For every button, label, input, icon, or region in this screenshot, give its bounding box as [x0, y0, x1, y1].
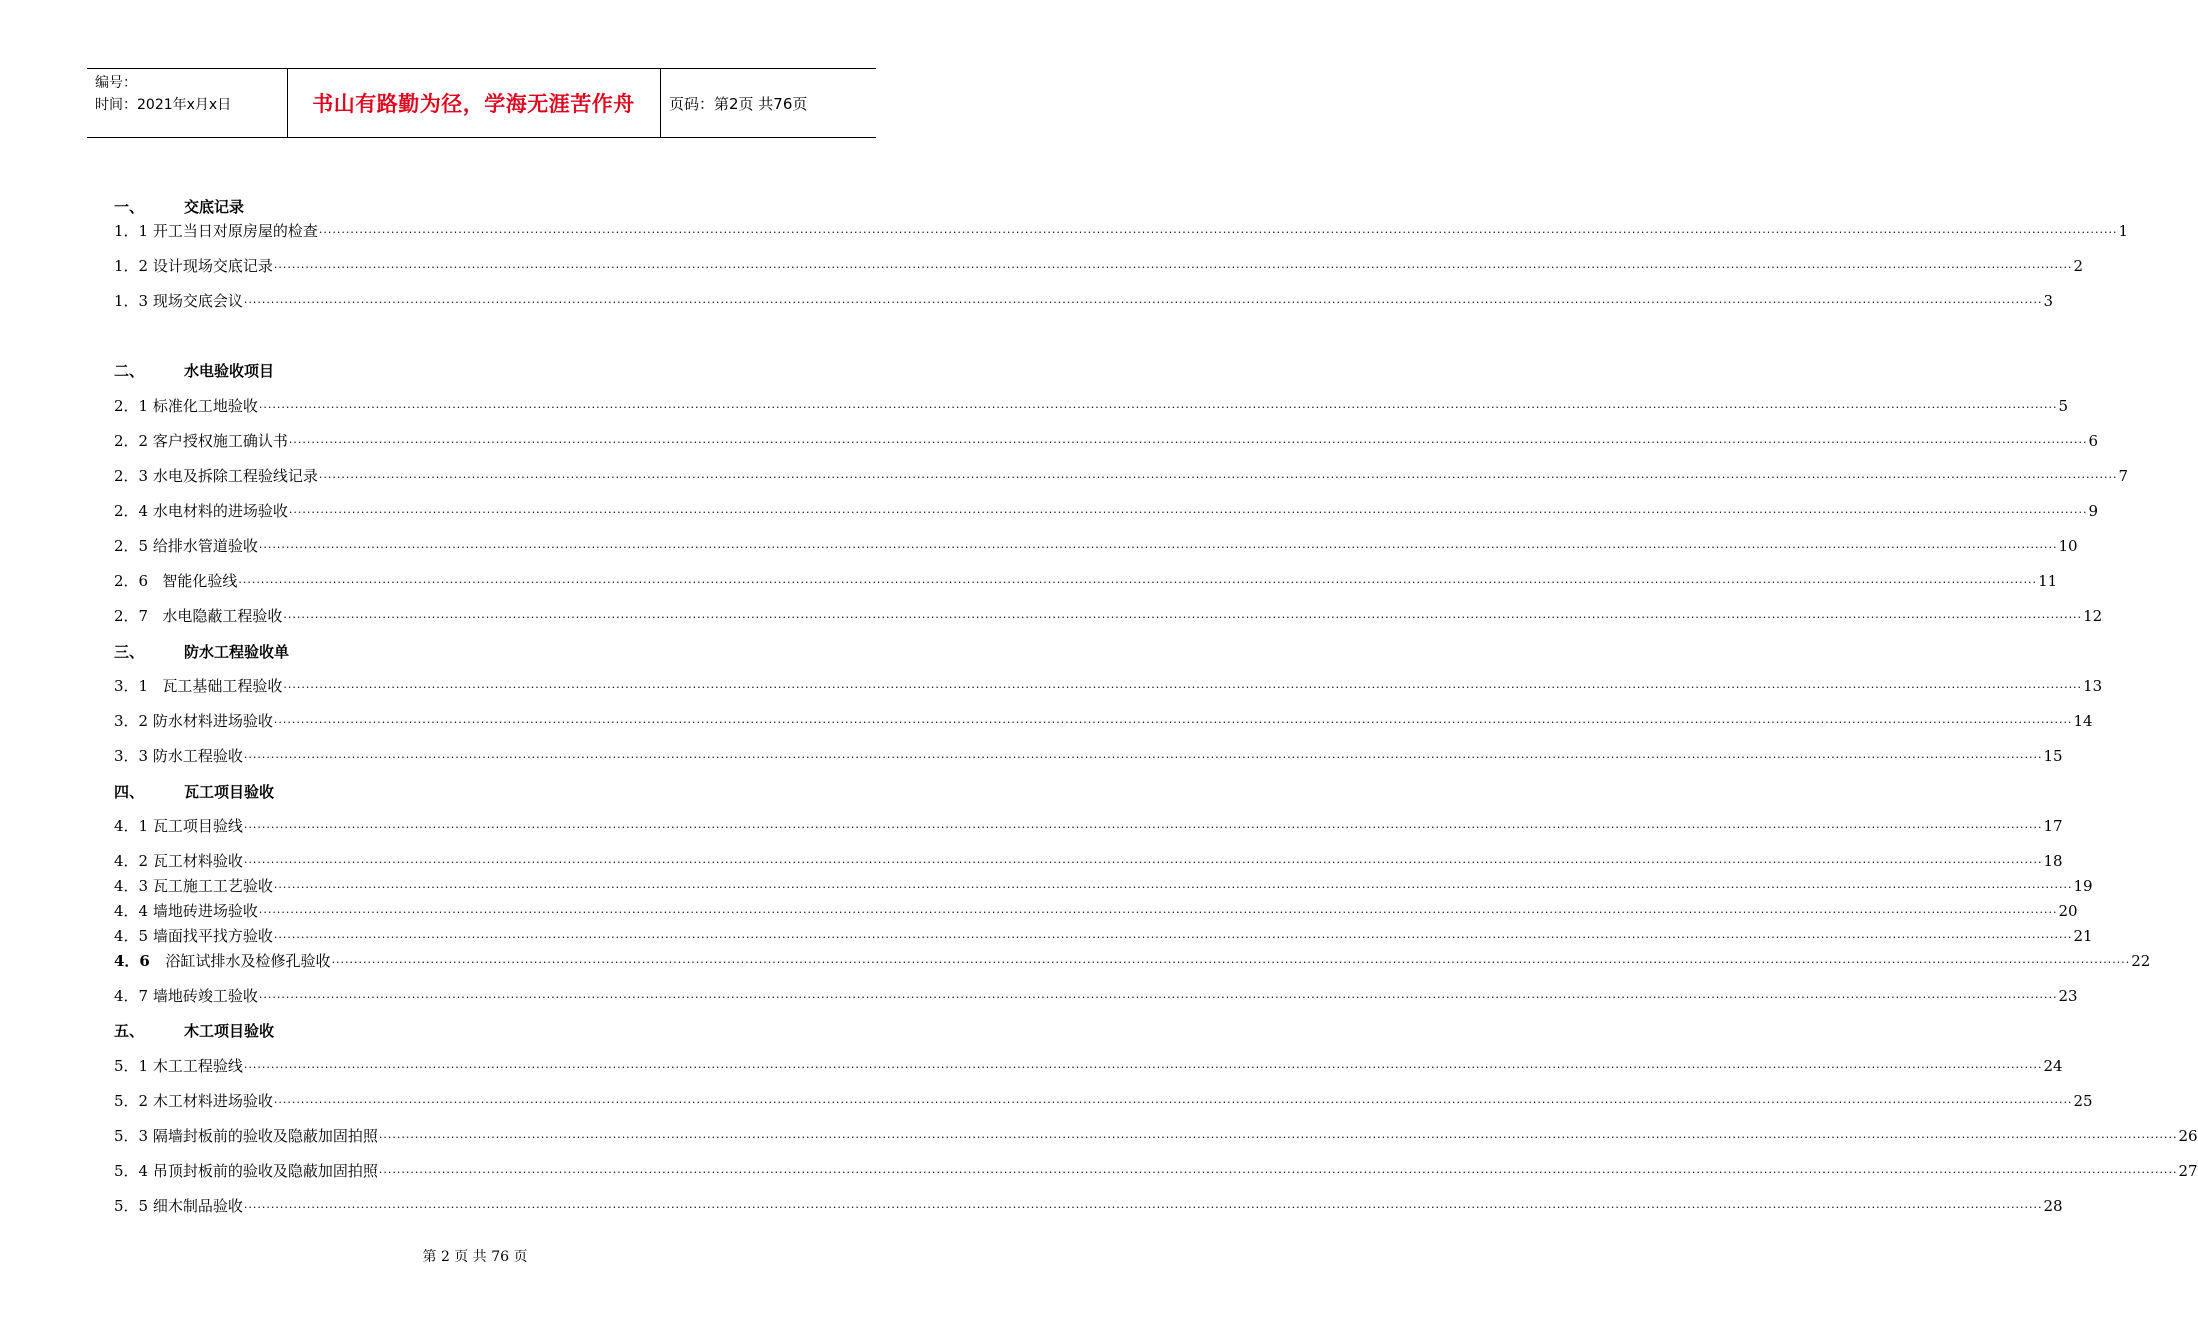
toc-entry-title: 客户授权施工确认书 — [152, 432, 288, 450]
toc-entry-number: 4．7 — [114, 987, 153, 1005]
toc-leader-dots: ················································································································································································································································································································································································································ — [243, 751, 2043, 764]
toc-entry-number: 2．4 — [114, 502, 153, 520]
toc-section-number: 一、 — [114, 198, 145, 216]
toc-entry — [114, 675, 2103, 697]
toc-leader-dots: ················································································································································································································································································································································································································ — [258, 906, 2058, 919]
toc-entry-number: 5．1 — [114, 1057, 153, 1075]
toc-entry-number: 4．2 — [114, 852, 153, 870]
toc-entry-title: 设计现场交底记录 — [152, 257, 273, 275]
header-page-label: 页码：第2页 共76页 — [669, 94, 808, 113]
toc-entry-page: 26 — [2178, 1127, 2198, 1145]
toc-entry-number: 5．3 — [114, 1127, 153, 1145]
toc-entry-page: 15 — [2043, 747, 2063, 765]
toc-entry-title: 墙地砖竣工验收 — [152, 987, 258, 1005]
toc-entry-page: 1 — [2118, 222, 2129, 240]
toc-leader-dots: ················································································································································································································································································································································································································ — [273, 931, 2073, 944]
toc-entry-page: 23 — [2058, 987, 2078, 1005]
toc-leader-dots: ················································································································································································································································································································································································································ — [273, 881, 2073, 894]
toc-entry-page: 6 — [2088, 432, 2099, 450]
toc-leader-dots: ················································································································································································································································································································································································································ — [238, 576, 2038, 589]
toc-entry — [114, 875, 2093, 897]
toc-entry-title: 水电及拆除工程验线记录 — [152, 467, 318, 485]
toc-entry-title: 隔墙封板前的验收及隐蔽加固拍照 — [152, 1127, 378, 1145]
toc-entry — [114, 395, 2069, 417]
toc-section — [114, 781, 770, 803]
toc-entry — [114, 710, 2093, 732]
toc-section — [114, 1020, 770, 1042]
toc-section-number: 五、 — [114, 1022, 145, 1040]
toc-entry-number: 4．1 — [114, 817, 153, 835]
toc-leader-dots: ················································································································································································································································································································································································································ — [258, 401, 2058, 414]
toc-section-title: 瓦工项目验收 — [184, 783, 275, 801]
toc-entry-number: 3．2 — [114, 712, 153, 730]
toc-entry — [114, 1160, 2198, 1182]
toc-entry-title: 智能化验线 — [162, 572, 238, 590]
toc-leader-dots: ················································································································································································································································································································································································································ — [288, 436, 2088, 449]
toc-section-title: 木工项目验收 — [184, 1022, 275, 1040]
toc-entry — [114, 570, 2058, 592]
toc-entry-title: 防水工程验收 — [152, 747, 243, 765]
toc-leader-dots: ················································································································································································································································································································································································································ — [378, 1131, 2178, 1144]
toc-entry-number: 3．3 — [114, 747, 153, 765]
toc-entry-number: 2．3 — [114, 467, 153, 485]
toc-entry-page: 12 — [2083, 607, 2103, 625]
toc-entry — [114, 925, 2093, 947]
toc-entry — [114, 465, 2129, 487]
toc-entry-title: 细木制品验收 — [152, 1197, 243, 1215]
toc-entry-page: 3 — [2043, 292, 2054, 310]
toc-entry-page: 9 — [2088, 502, 2099, 520]
toc-entry-number: 2．2 — [114, 432, 153, 450]
toc-leader-dots: ················································································································································································································································································································································································································ — [283, 611, 2083, 624]
toc-entry-page: 5 — [2058, 397, 2069, 415]
toc-entry-number: 5．5 — [114, 1197, 153, 1215]
toc-entry-title: 瓦工基础工程验收 — [162, 677, 283, 695]
toc-entry-title: 浴缸试排水及检修孔验收 — [165, 952, 331, 970]
toc-entry-title: 现场交底会议 — [152, 292, 243, 310]
toc-entry — [114, 850, 2063, 872]
toc-entry-title: 防水材料进场验收 — [152, 712, 273, 730]
toc-entry-page: 27 — [2178, 1162, 2198, 1180]
toc-entry-page: 21 — [2073, 927, 2093, 945]
toc-entry-title: 木工材料进场验收 — [152, 1092, 273, 1110]
toc-entry — [114, 1195, 2063, 1217]
toc-entry-title: 瓦工施工工艺验收 — [152, 877, 273, 895]
toc-entry — [114, 815, 2063, 837]
toc-entry-title: 吊顶封板前的验收及隐蔽加固拍照 — [152, 1162, 378, 1180]
toc-entry-title: 开工当日对原房屋的检查 — [152, 222, 318, 240]
toc-leader-dots: ················································································································································································································································································································································································································ — [273, 261, 2073, 274]
toc-entry-number: 2．5 — [114, 537, 153, 555]
toc-entry-title: 水电隐蔽工程验收 — [162, 607, 283, 625]
toc-entry-title: 标准化工地验收 — [152, 397, 258, 415]
toc-entry — [114, 430, 2099, 452]
toc-section — [114, 641, 770, 663]
toc-entry-title: 水电材料的进场验收 — [152, 502, 288, 520]
toc-leader-dots: ················································································································································································································································································································································································································ — [378, 1166, 2178, 1179]
toc-entry — [114, 745, 2063, 767]
header-motto: 书山有路勤为径，学海无涯苦作舟 — [312, 92, 635, 116]
toc-entry — [114, 900, 2078, 922]
page-footer: 第 2 页 共 76 页 — [422, 1249, 528, 1265]
toc-entry-number: 4．4 — [114, 902, 153, 920]
toc-entry — [114, 220, 2129, 242]
toc-entry-page: 10 — [2058, 537, 2078, 555]
toc-entry — [114, 500, 2099, 522]
toc-section-number: 三、 — [114, 643, 145, 661]
toc-section-title: 交底记录 — [184, 198, 245, 216]
toc-entry-title: 瓦工项目验线 — [152, 817, 243, 835]
toc-section-title: 防水工程验收单 — [184, 643, 290, 661]
toc-section — [114, 196, 770, 218]
toc-leader-dots: ················································································································································································································································································································································································································ — [331, 956, 2131, 969]
toc-entry-title: 木工工程验线 — [152, 1057, 243, 1075]
toc-leader-dots: ················································································································································································································································································································································································································ — [243, 296, 2043, 309]
toc-entry-page: 22 — [2131, 952, 2151, 970]
toc-section-number: 四、 — [114, 783, 145, 801]
toc-entry-number: 2．6 — [114, 572, 163, 590]
toc-entry-page: 14 — [2073, 712, 2093, 730]
number-label: 编号： — [95, 75, 137, 91]
toc-entry-page: 7 — [2118, 467, 2129, 485]
toc-entry-page: 13 — [2083, 677, 2103, 695]
toc-entry-title: 墙地砖进场验收 — [152, 902, 258, 920]
toc-leader-dots: ················································································································································································································································································································································································································ — [283, 681, 2083, 694]
toc-section-title: 水电验收项目 — [184, 362, 275, 380]
toc-entry — [114, 1125, 2198, 1147]
toc-entry — [114, 255, 2084, 277]
toc-leader-dots: ················································································································································································································································································································································································································ — [273, 1096, 2073, 1109]
toc-entry-number: 1．2 — [114, 257, 153, 275]
toc-entry-number: 1．3 — [114, 292, 153, 310]
toc-entry-number: 4．5 — [114, 927, 153, 945]
toc-entry — [114, 985, 2078, 1007]
toc-leader-dots: ················································································································································································································································································································································································································ — [243, 821, 2043, 834]
toc-entry-page: 11 — [2038, 572, 2058, 590]
toc-entry — [114, 950, 2151, 972]
toc-leader-dots: ················································································································································································································································································································································································································ — [243, 1061, 2043, 1074]
toc-leader-dots: ················································································································································································································································································································································································································ — [243, 1201, 2043, 1214]
toc-entry-page: 19 — [2073, 877, 2093, 895]
toc-entry-number: 2．1 — [114, 397, 153, 415]
toc-entry — [114, 290, 2054, 312]
toc-entry-number: 1．1 — [114, 222, 153, 240]
toc-entry — [114, 1055, 2063, 1077]
toc-entry-page: 28 — [2043, 1197, 2063, 1215]
toc-leader-dots: ················································································································································································································································································································································································································ — [258, 991, 2058, 1004]
toc-leader-dots: ················································································································································································································································································································································································································ — [318, 471, 2118, 484]
toc-leader-dots: ················································································································································································································································································································································································································ — [273, 716, 2073, 729]
toc-entry-page: 20 — [2058, 902, 2078, 920]
toc-leader-dots: ················································································································································································································································································································································································································ — [318, 226, 2118, 239]
toc-entry — [114, 605, 2103, 627]
toc-leader-dots: ················································································································································································································································································································································································································ — [243, 856, 2043, 869]
toc-entry-number: 3．1 — [114, 677, 163, 695]
toc-section — [114, 360, 770, 382]
toc-leader-dots: ················································································································································································································································································································································································································ — [258, 541, 2058, 554]
toc-entry-number: 5．2 — [114, 1092, 153, 1110]
toc-entry-page: 24 — [2043, 1057, 2063, 1075]
toc-entry-title: 瓦工材料验收 — [152, 852, 243, 870]
toc-entry-number: 2．7 — [114, 607, 163, 625]
toc-entry — [114, 535, 2078, 557]
toc-entry — [114, 1090, 2093, 1112]
toc-entry-title: 给排水管道验收 — [152, 537, 258, 555]
toc-entry-number: 4．6 — [114, 952, 166, 970]
toc-entry-page: 2 — [2073, 257, 2084, 275]
toc-entry-number: 5．4 — [114, 1162, 153, 1180]
time-label: 时间：2021年x月x日 — [95, 97, 232, 113]
toc-leader-dots: ················································································································································································································································································································································································································ — [288, 506, 2088, 519]
toc-entry-title: 墙面找平找方验收 — [152, 927, 273, 945]
table-of-contents — [114, 0, 2198, 1344]
toc-entry-number: 4．3 — [114, 877, 153, 895]
toc-entry-page: 17 — [2043, 817, 2063, 835]
toc-entry-page: 25 — [2073, 1092, 2093, 1110]
toc-entry-page: 18 — [2043, 852, 2063, 870]
toc-section-number: 二、 — [114, 362, 145, 380]
